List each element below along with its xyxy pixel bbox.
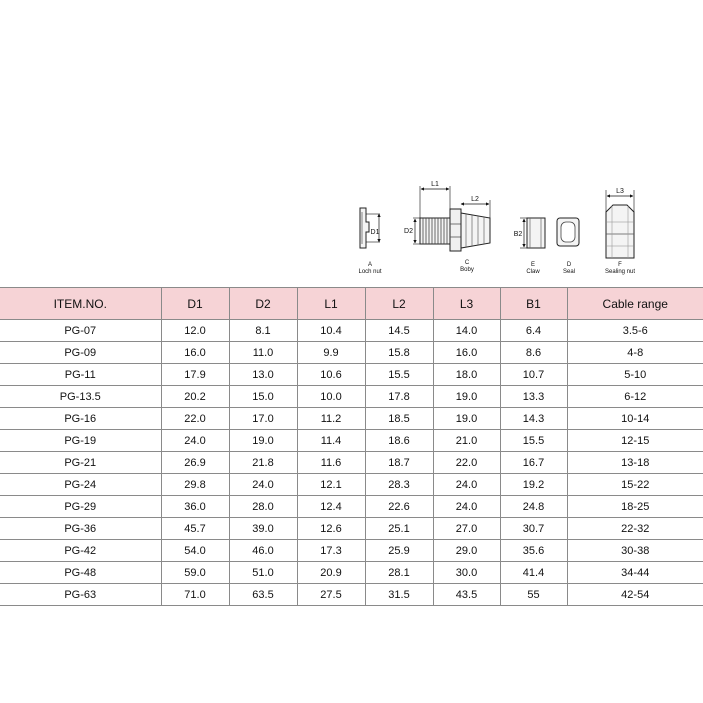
header-item-no: ITEM.NO. <box>0 288 161 320</box>
d1-cell: 26.9 <box>161 452 229 474</box>
d2-cell: 46.0 <box>229 540 297 562</box>
part-c-letter: C <box>464 260 470 266</box>
table-row <box>0 474 703 496</box>
header-cable-range: Cable range <box>567 288 703 320</box>
header-l2: L2 <box>365 288 433 320</box>
table-row <box>0 364 703 386</box>
item-no-cell: PG-42 <box>0 540 161 562</box>
item-no-cell: PG-09 <box>0 342 161 364</box>
cable-range-cell: 5-10 <box>567 364 703 386</box>
l1-cell: 10.0 <box>297 386 365 408</box>
l2-cell: 31.5 <box>365 584 433 606</box>
table-body <box>0 320 703 606</box>
l3-cell: 24.0 <box>433 496 500 518</box>
b1-cell: 14.3 <box>500 408 567 430</box>
b1-cell: 19.2 <box>500 474 567 496</box>
item-no-cell: PG-24 <box>0 474 161 496</box>
l3-cell: 43.5 <box>433 584 500 606</box>
l2-cell: 18.6 <box>365 430 433 452</box>
l2-cell: 22.6 <box>365 496 433 518</box>
d1-cell: 24.0 <box>161 430 229 452</box>
header-d1: D1 <box>161 288 229 320</box>
l2-cell: 15.8 <box>365 342 433 364</box>
l3-cell: 29.0 <box>433 540 500 562</box>
cable-range-cell: 4-8 <box>567 342 703 364</box>
dim-l3-label: L3 <box>616 188 624 195</box>
part-d-name: Seal <box>562 269 576 275</box>
part-e-name: Claw <box>526 269 540 275</box>
b1-cell: 41.4 <box>500 562 567 584</box>
table-row <box>0 496 703 518</box>
l1-cell: 12.4 <box>297 496 365 518</box>
d1-cell: 59.0 <box>161 562 229 584</box>
l1-cell: 20.9 <box>297 562 365 584</box>
l1-cell: 11.4 <box>297 430 365 452</box>
cable-range-cell: 30-38 <box>567 540 703 562</box>
table-row <box>0 342 703 364</box>
table-header-row <box>0 288 703 320</box>
d1-cell: 12.0 <box>161 320 229 342</box>
part-c-name: Boby <box>460 267 474 273</box>
table-row <box>0 408 703 430</box>
table-row <box>0 562 703 584</box>
d1-cell: 36.0 <box>161 496 229 518</box>
part-a-name: Loch nut <box>358 269 382 275</box>
l3-cell: 30.0 <box>433 562 500 584</box>
part-a-letter: A <box>367 262 373 268</box>
d1-cell: 17.9 <box>161 364 229 386</box>
l2-cell: 28.3 <box>365 474 433 496</box>
d2-cell: 11.0 <box>229 342 297 364</box>
cable-gland-diagram <box>0 0 703 290</box>
table-row <box>0 452 703 474</box>
l2-cell: 18.5 <box>365 408 433 430</box>
header-d2: D2 <box>229 288 297 320</box>
cable-range-cell: 6-12 <box>567 386 703 408</box>
l3-cell: 18.0 <box>433 364 500 386</box>
d2-cell: 39.0 <box>229 518 297 540</box>
d2-cell: 19.0 <box>229 430 297 452</box>
dim-d2-label: D2 <box>404 228 413 235</box>
l1-cell: 11.2 <box>297 408 365 430</box>
l3-cell: 21.0 <box>433 430 500 452</box>
part-f-name: Sealing nut <box>604 269 636 275</box>
l1-cell: 9.9 <box>297 342 365 364</box>
d2-cell: 24.0 <box>229 474 297 496</box>
body-drawing <box>404 181 490 273</box>
cable-range-cell: 42-54 <box>567 584 703 606</box>
l1-cell: 10.4 <box>297 320 365 342</box>
l1-cell: 11.6 <box>297 452 365 474</box>
l2-cell: 25.9 <box>365 540 433 562</box>
item-no-cell: PG-19 <box>0 430 161 452</box>
item-no-cell: PG-36 <box>0 518 161 540</box>
d2-cell: 21.8 <box>229 452 297 474</box>
b1-cell: 13.3 <box>500 386 567 408</box>
cable-range-cell: 10-14 <box>567 408 703 430</box>
d2-cell: 28.0 <box>229 496 297 518</box>
table-row <box>0 540 703 562</box>
d2-cell: 17.0 <box>229 408 297 430</box>
cable-range-cell: 15-22 <box>567 474 703 496</box>
d1-cell: 29.8 <box>161 474 229 496</box>
l3-cell: 27.0 <box>433 518 500 540</box>
l2-cell: 18.7 <box>365 452 433 474</box>
cable-range-cell: 13-18 <box>567 452 703 474</box>
item-no-cell: PG-07 <box>0 320 161 342</box>
l3-cell: 22.0 <box>433 452 500 474</box>
dim-l1-label: L1 <box>431 181 439 188</box>
l1-cell: 10.6 <box>297 364 365 386</box>
l3-cell: 14.0 <box>433 320 500 342</box>
l2-cell: 14.5 <box>365 320 433 342</box>
l3-cell: 19.0 <box>433 386 500 408</box>
l3-cell: 24.0 <box>433 474 500 496</box>
part-e-letter: E <box>530 262 536 268</box>
b1-cell: 35.6 <box>500 540 567 562</box>
l2-cell: 25.1 <box>365 518 433 540</box>
sealing-nut-drawing <box>605 188 635 275</box>
d1-cell: 20.2 <box>161 386 229 408</box>
cable-range-cell: 22-32 <box>567 518 703 540</box>
table-row <box>0 320 703 342</box>
cable-range-cell: 34-44 <box>567 562 703 584</box>
b1-cell: 16.7 <box>500 452 567 474</box>
item-no-cell: PG-11 <box>0 364 161 386</box>
d2-cell: 13.0 <box>229 364 297 386</box>
item-no-cell: PG-21 <box>0 452 161 474</box>
dim-d1-label: D1 <box>370 229 380 236</box>
b1-cell: 24.8 <box>500 496 567 518</box>
table-row <box>0 584 703 606</box>
item-no-cell: PG-63 <box>0 584 161 606</box>
item-no-cell: PG-13.5 <box>0 386 161 408</box>
seal-drawing <box>557 218 579 275</box>
b1-cell: 6.4 <box>500 320 567 342</box>
l1-cell: 27.5 <box>297 584 365 606</box>
spec-table <box>0 287 703 606</box>
l1-cell: 12.1 <box>297 474 365 496</box>
l2-cell: 17.8 <box>365 386 433 408</box>
l3-cell: 19.0 <box>433 408 500 430</box>
table-row <box>0 518 703 540</box>
table-row <box>0 386 703 408</box>
header-l1: L1 <box>297 288 365 320</box>
d1-cell: 45.7 <box>161 518 229 540</box>
d1-cell: 22.0 <box>161 408 229 430</box>
l2-cell: 28.1 <box>365 562 433 584</box>
item-no-cell: PG-48 <box>0 562 161 584</box>
l1-cell: 17.3 <box>297 540 365 562</box>
cable-range-cell: 12-15 <box>567 430 703 452</box>
d1-cell: 71.0 <box>161 584 229 606</box>
d2-cell: 63.5 <box>229 584 297 606</box>
item-no-cell: PG-16 <box>0 408 161 430</box>
header-l3: L3 <box>433 288 500 320</box>
l3-cell: 16.0 <box>433 342 500 364</box>
claw-drawing <box>514 218 545 275</box>
d2-cell: 8.1 <box>229 320 297 342</box>
dim-l2-label: L2 <box>471 196 479 203</box>
l1-cell: 12.6 <box>297 518 365 540</box>
b1-cell: 15.5 <box>500 430 567 452</box>
lock-nut-drawing <box>358 208 381 275</box>
header-b1: B1 <box>500 288 567 320</box>
part-d-letter: D <box>566 262 572 268</box>
dim-b2-label: B2 <box>513 231 523 238</box>
cable-range-cell: 18-25 <box>567 496 703 518</box>
d2-cell: 51.0 <box>229 562 297 584</box>
item-no-cell: PG-29 <box>0 496 161 518</box>
b1-cell: 8.6 <box>500 342 567 364</box>
b1-cell: 30.7 <box>500 518 567 540</box>
b1-cell: 55 <box>500 584 567 606</box>
d2-cell: 15.0 <box>229 386 297 408</box>
part-f-letter: F <box>618 262 622 268</box>
b1-cell: 10.7 <box>500 364 567 386</box>
d1-cell: 16.0 <box>161 342 229 364</box>
cable-range-cell: 3.5-6 <box>567 320 703 342</box>
table-row <box>0 430 703 452</box>
d1-cell: 54.0 <box>161 540 229 562</box>
l2-cell: 15.5 <box>365 364 433 386</box>
